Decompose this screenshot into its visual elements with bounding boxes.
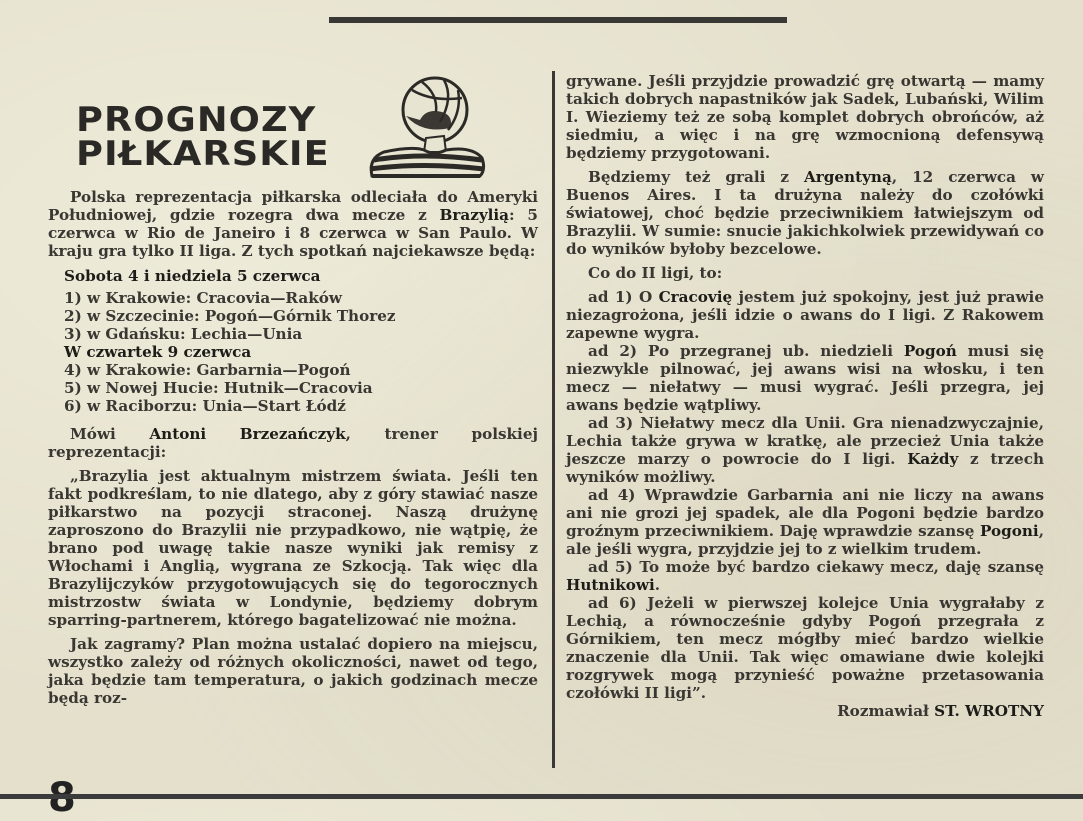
bottom-edge [0, 794, 1083, 799]
fixture-item: 5) w Nowej Hucie: Hutnik—Cracovia [64, 379, 373, 397]
football-head-player-icon [362, 72, 486, 180]
fixture-item: 6) w Raciborzu: Unia—Start Łódź [64, 397, 346, 415]
speaker-paragraph: Mówi Antoni Brzezańczyk, trener polskiej reprezentacji: [48, 425, 538, 461]
intro-paragraph: Polska reprezentacja piłkarska odleciała do Ameryki Południowej, gdzie rozegra dwa mecze z Brazylią: 5 czerwca w Rio de Janeiro i 8 czerwca w San Paulo. W kraju gra tylko II liga. Z tych spotkań najciekawsze będą: [48, 188, 539, 260]
analysis-ad6: ad 6) Jeżeli w pierwszej kolejce Unia wygrałaby z Lechią, a równocześnie gdyby Pogoń przegrała z Górnikiem, ten mecz mógłby mieć bardzo wielkie znaczenie dla Unii. Tak więc omawiane dwie kolejki rozgrywek mogą przynieść poważne przetasowania czołówki II ligi”. [566, 594, 1044, 702]
paragraph-continued: grywane. Jeśli przyjdzie prowadzić grę otwartą — mamy takich dobrych napastników jak Sadek, Lubański, Wilim I. Wieziemy też ze sobą komplet dobrych obrońców, aż siedmiu, a więc i na grę wzmocnioną defensywą będziemy przygotowani. [566, 72, 1044, 162]
analysis-ad5: ad 5) To może być bardzo ciekawy mecz, daję szansę Hutnikowi. [566, 558, 1044, 594]
analysis-ad4: ad 4) Wprawdzie Garbarnia ani nie liczy na awans ani nie grozi jej spadek, ale dla Pogoni będzie bardzo groźnym przeciwnikiem. Daję wprawdzie szansę Pogoni, ale jeśli wygra, przyjdzie jej to z wielkim trudem. [566, 486, 1044, 558]
quote-paragraph-1: „Brazylia jest aktualnym mistrzem świata. Jeśli ten fakt podkreślam, to nie dlatego, aby z góry stawiać nasze piłkarstwo na pozycji straconej. Naszą drużynę zaproszono do Brazylii nie przypadkowo, nie wątpię, że brano pod uwagę takie nasze wyniki jak remisy z Włochami i Anglią, wygrana ze Szkocją. Tak więc dla Brazylijczyków przygotowujących się do tegorocznych mistrzostw świata w Londynie, będziemy dobrym sparring-partnerem, którego bagatelizować nie można. [48, 467, 538, 629]
top-rule [329, 17, 787, 23]
column-divider [552, 71, 555, 768]
fixture-item: 3) w Gdańsku: Lechia—Unia [64, 325, 303, 343]
right-column [566, 72, 1044, 720]
analysis-ad3: ad 3) Niełatwy mecz dla Unii. Gra nienadzwyczajnie, Lechia także grywa w kratkę, ale przecież Unia także jeszcze marzy o powrocie do I ligi. Każdy z trzech wyników możliwy. [566, 414, 1044, 486]
second-league-intro: Co do II ligi, to: [588, 264, 723, 282]
quote-paragraph-2: Jak zagramy? Plan można ustalać dopiero na miejscu, wszystko zależy od różnych okoliczności, nawet od tego, jaka będzie tam temperatura, o jakich godzinach mecze będą roz- [48, 635, 538, 707]
analysis-ad1: ad 1) O Cracovię jestem już spokojny, jest już prawie niezagrożona, jeśli idzie o awans do I ligi. Z Rakowem zapewne wygra. [566, 288, 1044, 342]
byline: Rozmawiał ST. WROTNY [837, 702, 1044, 720]
fixture-item: 1) w Krakowie: Cracovia—Raków [64, 289, 342, 307]
fixture-item: 4) w Krakowie: Garbarnia—Pogoń [64, 361, 351, 379]
fixture-day-heading: Sobota 4 i niedziela 5 czerwca [64, 267, 321, 285]
headline [76, 100, 330, 174]
fixture-item: 2) w Szczecinie: Pogoń—Górnik Thorez [64, 307, 396, 325]
analysis-ad2: ad 2) Po przegranej ub. niedzieli Pogoń musi się niezwykle pilnować, jej awans wisi na włosku, i ten mecz — niełatwy — musi wygrać. Jeśli przegra, jej awans będzie wątpliwy. [566, 342, 1044, 414]
fixture-day-heading: W czwartek 9 czerwca [64, 343, 252, 361]
fixture-list [48, 267, 538, 415]
headline-line-2: PIŁKARSKIE [76, 134, 330, 174]
left-column [48, 188, 538, 707]
headline-line-1: PROGNOZY [76, 100, 317, 140]
argentina-paragraph: Będziemy też grali z Argentyną, 12 czerwca w Buenos Aires. I ta drużyna należy do czołówki światowej, choć będzie przeciwnikiem łatwiejszym od Brazylii. W sumie: snucie jakichkolwiek przewidywań co do wyników byłoby bezcelowe. [566, 168, 1045, 258]
